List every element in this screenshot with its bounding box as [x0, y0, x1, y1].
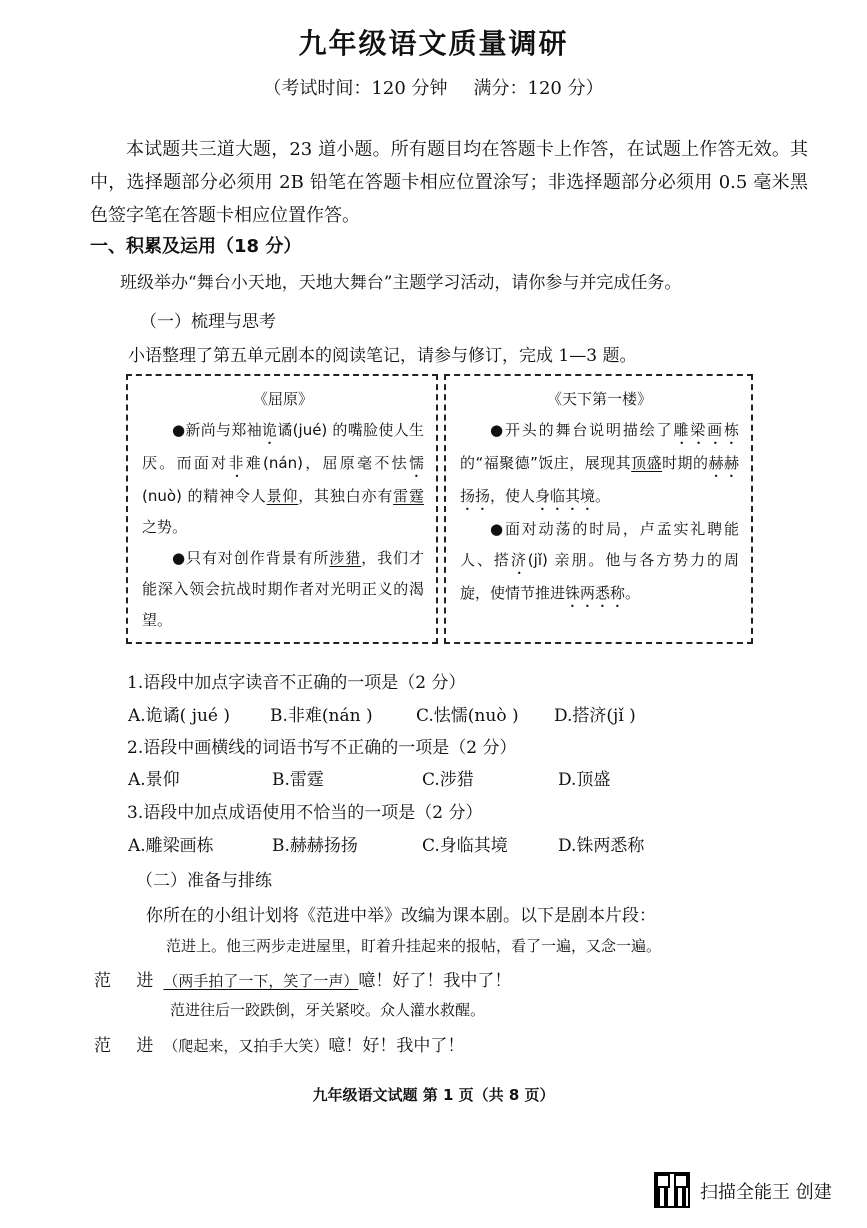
reading-notes [126, 374, 753, 646]
option-c[interactable]: C.涉猎 [422, 770, 474, 790]
option-b[interactable]: B.雷霆 [272, 770, 324, 790]
instructions: 本试题共三道大题，23 道小题。所有题目均在答题卡上作答，在试题上作答无效。其中，选择题部分必须用 2B 铅笔在答题卡相应位置涂写；非选择题部分必须用 0.5 毫米黑色签字笔在答题卡相应位置作答。 [90, 139, 808, 226]
scanner-watermark: 扫描全能王 创建 [700, 1182, 832, 1203]
script-line [94, 1031, 464, 1056]
note-paragraph: ●只有对创作背景有所涉猎，我们才能深入领会抗战时期作者对光明正义的渴望。 [142, 549, 424, 629]
option-c[interactable]: C.怯懦(nuò ) [416, 706, 519, 726]
option-b[interactable]: B.赫赫扬扬 [272, 836, 358, 856]
question-options [128, 765, 768, 789]
role-name: 范 进 [94, 971, 164, 991]
page-footer: 九年级语文试题 第 1 页（共 8 页） [312, 1086, 555, 1104]
option-a[interactable]: A.景仰 [128, 770, 180, 790]
note-title: 《屈原》 [252, 390, 313, 408]
question-stem: 1.语段中加点字读音不正确的一项是（2 分） [127, 673, 466, 693]
part-heading: （二）准备与排练 [136, 871, 272, 891]
note-paragraph: ●新尚与郑袖诡谲(jué) 的嘴脸使人生厌。而面对非难(nán)，屈原毫不怯懦(nuò) 的精神令人景仰，其独白亦有雷霆之势。 [142, 421, 424, 536]
note-title: 《天下第一楼》 [546, 390, 652, 408]
question-stem: 2.语段中画横线的词语书写不正确的一项是（2 分） [127, 738, 517, 758]
dialogue: 噫！好！我中了！ [328, 1036, 465, 1056]
option-d[interactable]: D.铢两悉称 [558, 836, 645, 856]
note-card-quyuan [126, 374, 438, 644]
part-heading: （一）梳理与思考 [140, 312, 276, 332]
page-title: 九年级语文质量调研 [298, 27, 569, 60]
exam-score: 满分：120 分） [473, 78, 604, 99]
stage-direction: 范进上。他三两步走进屋里，盯着升挂起来的报帖，看了一遍，又念一遍。 [166, 937, 662, 955]
question-stem: 3.语段中加点成语使用不恰当的一项是（2 分） [127, 803, 483, 823]
stage-direction: （两手拍了一下，笑了一声） [163, 972, 359, 990]
question-options [128, 831, 768, 855]
part-intro: 小语整理了第五单元剧本的阅读笔记，请参与修订，完成 1—3 题。 [128, 346, 637, 366]
task-description: 班级举办“舞台小天地，天地大舞台”主题学习活动，请你参与并完成任务。 [120, 273, 682, 293]
dialogue: 噫！好了！我中了！ [358, 971, 512, 991]
option-a[interactable]: A.雕梁画栋 [128, 836, 214, 856]
section-heading: 一、积累及运用（18 分） [90, 236, 302, 257]
stage-direction: （爬起来，又拍手大笑） [163, 1037, 329, 1055]
option-c[interactable]: C.身临其境 [422, 836, 508, 856]
qr-code-icon [654, 1172, 690, 1208]
part-intro: 你所在的小组计划将《范进中举》改编为课本剧。以下是剧本片段： [146, 906, 656, 926]
question-options [128, 701, 768, 725]
stage-direction: 范进往后一跤跌倒，牙关紧咬。众人灌水救醒。 [170, 1001, 486, 1019]
role-name: 范 进 [94, 1036, 164, 1056]
note-card-tianxia [444, 374, 753, 644]
option-d[interactable]: D.顶盛 [558, 770, 611, 790]
script-line [94, 966, 511, 991]
option-b[interactable]: B.非难(nán ) [270, 706, 373, 726]
note-paragraph: ●面对动荡的时局，卢孟实礼聘能人、搭济(jǐ) 亲朋。他与各方势力的周旋，使情节推进铢两悉称。 [460, 520, 739, 602]
option-a[interactable]: A.诡谲( jué ) [128, 706, 231, 726]
note-paragraph: ●开头的舞台说明描绘了雕梁画栋的“福聚德”饭庄，展现其顶盛时期的赫赫扬扬，使人身临其境。 [460, 421, 739, 505]
exam-time: （考试时间：120 分钟 [263, 78, 448, 99]
exam-info [0, 74, 867, 100]
option-d[interactable]: D.搭济(jǐ ) [554, 706, 636, 726]
